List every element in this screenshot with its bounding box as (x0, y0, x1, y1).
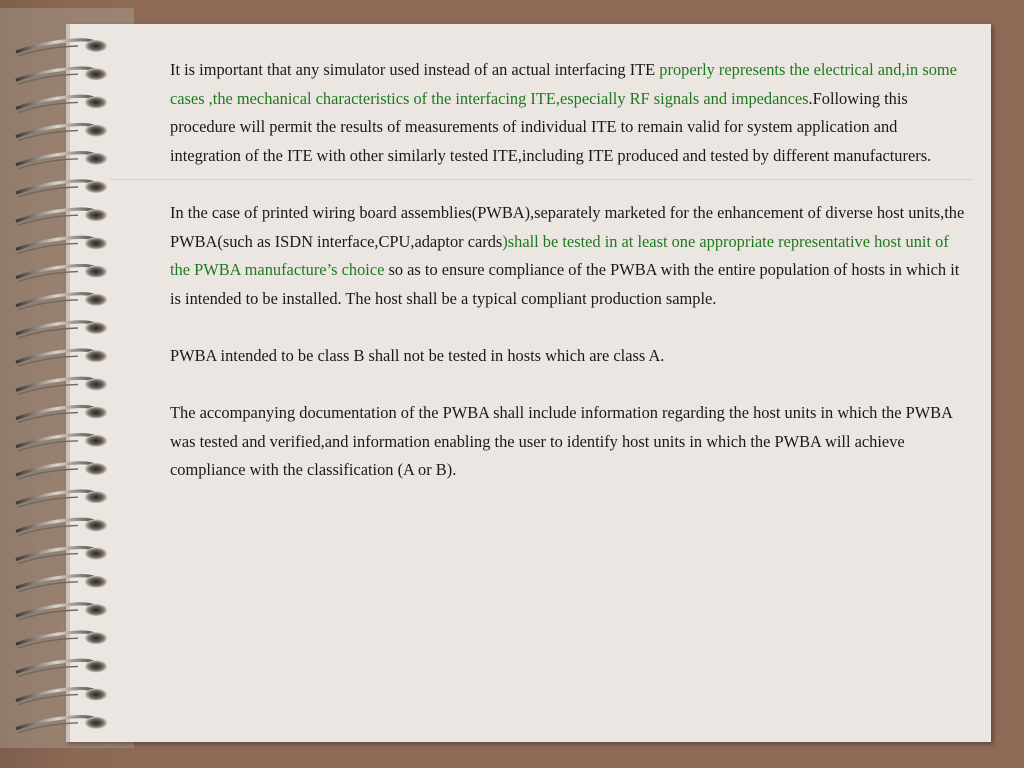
paragraph (170, 199, 970, 313)
body-text: PWBA intended to be class B shall not be tested in hosts which are class A. (170, 345, 665, 365)
spiral-binding-icon (14, 28, 124, 738)
highlighted-text: )shall be tested in at least one appropriate representative host unit of the PWBA manufacture’s choice (170, 231, 949, 280)
binding-hole (85, 266, 107, 278)
paragraph (170, 342, 970, 371)
binding-hole (85, 237, 107, 249)
binding-hole (85, 689, 107, 701)
paragraph (170, 56, 970, 170)
body-text: It is important that any simulator used instead of an actual interfacing ITE (170, 60, 660, 79)
binding-hole (85, 378, 107, 390)
binding-hole (85, 407, 107, 419)
binding-hole (85, 632, 107, 644)
binding-hole (85, 125, 107, 137)
binding-hole (85, 548, 107, 560)
binding-hole (85, 519, 107, 531)
highlighted-text: properly represents the electrical and,in some cases ,the mechanical characteristics of the interfacing ITE,especially RF signals and impedances (170, 60, 957, 108)
binding-hole (85, 209, 107, 221)
binding-hole (85, 491, 107, 503)
binding-hole (85, 604, 107, 616)
binding-hole (85, 717, 107, 729)
binding-hole (85, 68, 107, 80)
binding-hole (85, 153, 107, 165)
body-text: .Following this procedure will permit the results of measurements of individual ITE to remain valid for system application and integration of the ITE with other similarly tested ITE,including ITE produced and tested by different manufacturers. (170, 88, 932, 165)
body-text: The accompanying documentation of the PWBA shall include information regarding the host units in which the PWBA was tested and verified,and information enabling the user to identify host units in which the PWBA will achieve compliance with the classification (A or B). (170, 403, 953, 480)
binding-hole (85, 660, 107, 672)
document-body (170, 56, 970, 514)
body-text: In the case of printed wiring board assemblies(PWBA),separately marketed for the enhancement of diverse host units,the PWBA(such as ISDN interface,CPU,adaptor cards (170, 202, 965, 251)
binding-hole (85, 463, 107, 475)
binding-hole (85, 576, 107, 588)
binding-hole (85, 40, 107, 52)
binding-hole (85, 96, 107, 108)
paragraph (170, 399, 970, 485)
binding-hole (85, 322, 107, 334)
binding-hole (85, 181, 107, 193)
binding-hole (85, 350, 107, 362)
binding-hole (85, 294, 107, 306)
body-text: so as to ensure compliance of the PWBA with the entire population of hosts in which it is intended to be installed. The host shall be a typical compliant production sample. (170, 260, 960, 308)
binding-hole (85, 435, 107, 447)
